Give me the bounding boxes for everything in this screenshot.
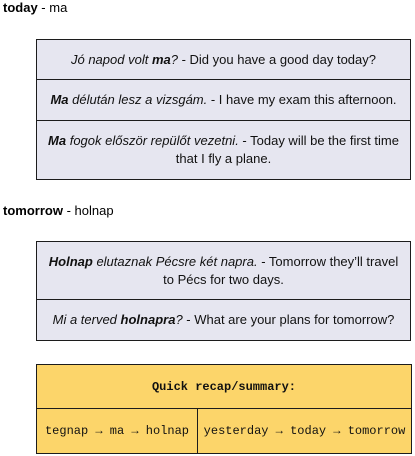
heading-translation: ma [49,0,68,15]
recap-title: Quick recap/summary: [37,365,411,409]
heading-translation: holnap [74,203,114,218]
recap-english: yesterday → today → tomorrow [203,424,406,438]
example-hungarian: Holnap elutaznak Pécsre két napra. [48,253,258,269]
example-row [36,300,411,341]
example-hungarian: Ma délután lesz a vizsgám. [50,92,208,107]
example-english: - Did you have a good day today? [177,51,376,67]
examples-box-tomorrow [36,241,411,341]
heading-today [3,0,67,15]
keyword: Ma [48,133,67,148]
example-row [36,241,411,300]
examples-box-today [36,39,411,180]
example-row [36,121,411,180]
heading-term: tomorrow [3,203,63,218]
recap-hungarian: tegnap → ma → holnap [37,409,198,453]
recap-row [37,409,411,453]
example-english: - I have my exam this afternoon. [207,92,397,107]
heading-separator: - [62,203,75,218]
heading-tomorrow [3,203,114,218]
example-english: - Today will be the first time that I fly a plane. [175,133,403,166]
example-row [36,80,411,121]
keyword: holnapra [120,312,176,327]
keyword: Ma [50,92,69,107]
example-english: - What are your plans for tomorrow? [182,312,395,327]
example-hungarian: Ma fogok először repülőt vezetni. [48,133,239,148]
example-row [36,39,411,80]
keyword: ma [151,51,171,67]
heading-term: today [3,0,38,15]
example-hungarian: Mi a terved holnapra? [52,312,183,327]
keyword: Holnap [48,253,93,269]
example-hungarian: Jó napod volt ma? [70,51,178,67]
example-english: - Tomorrow they’ll travel to Pécs for two days. [163,253,402,287]
recap-box [36,364,412,454]
heading-separator: - [37,0,50,15]
